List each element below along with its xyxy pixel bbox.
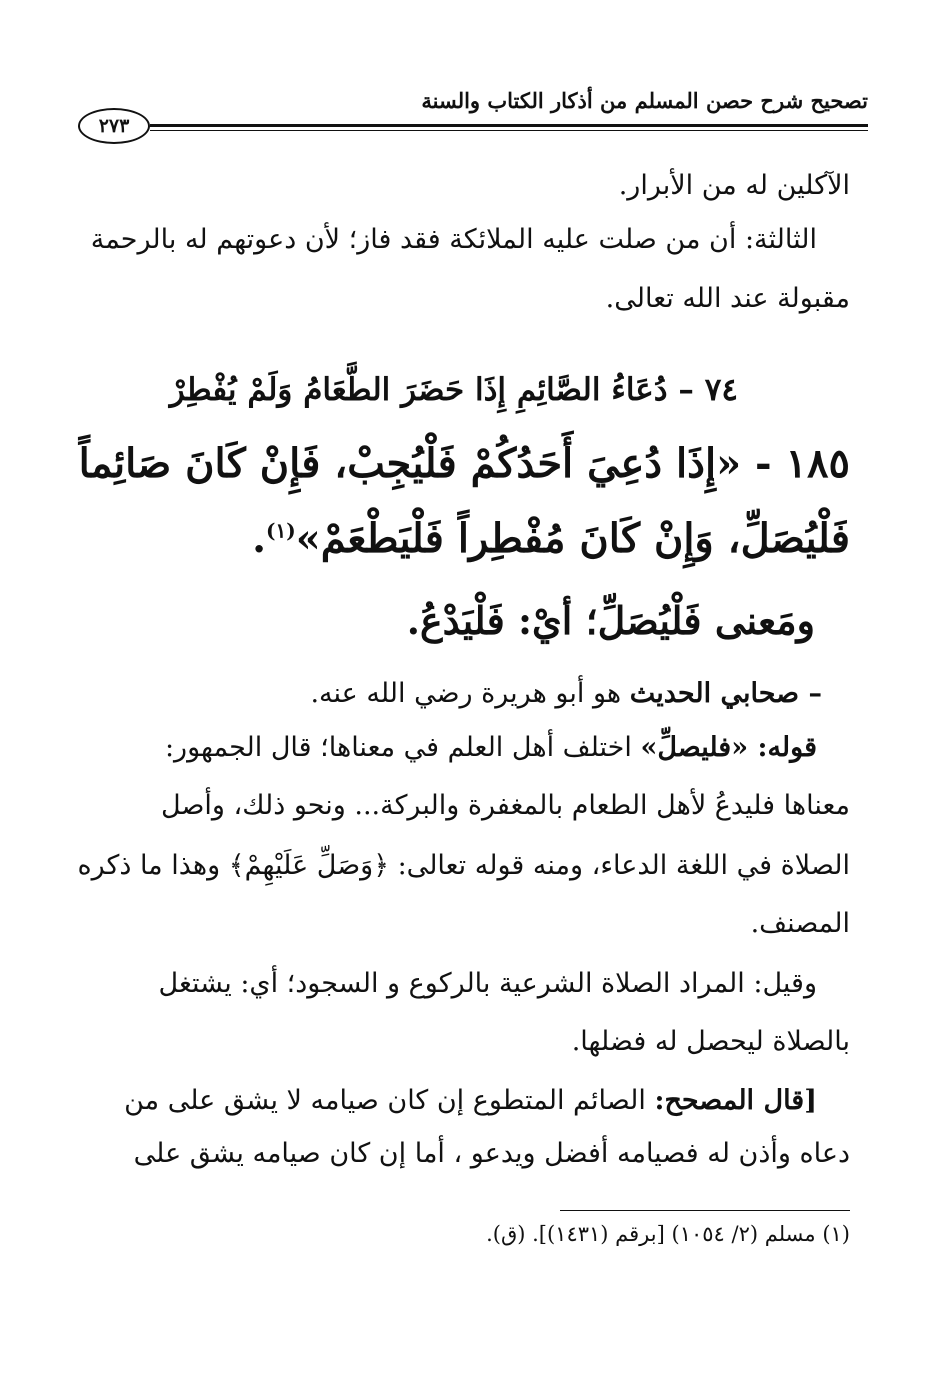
sahabi-text: هو أبو هريرة رضي الله عنه. [310, 678, 630, 709]
header-rule-thick [150, 124, 868, 127]
sahabi-line [82, 678, 822, 710]
hadith-line-2-text: فَلْيُصَلِّ، وَإِنْ كَانَ مُفْطِراً فَلْيَطْعَمْ» [295, 515, 850, 562]
p1-text: اختلف أهل العلم في معناها؛ قال الجمهور: [164, 732, 641, 763]
p7-label: [قال المصحح: [654, 1085, 817, 1116]
footnote: (١) مسلم (٢/ ١٠٥٤) [برقم (١٤٣١)]. (ق). [486, 1222, 850, 1246]
running-header-title: تصحيح شرح حصن المسلم من أذكار الكتاب والسنة [421, 88, 868, 113]
text-line-p8: دعاه وأذن له فصيامه أفضل ويدعو ، أما إن كان صيامه يشق على [133, 1138, 850, 1169]
text-line-p7 [82, 1085, 817, 1117]
text-line-3: مقبولة عند الله تعالى. [605, 283, 850, 314]
text-line-p4: المصنف. [750, 908, 850, 939]
sahabi-label: – صحابي الحديث [629, 678, 822, 709]
page-number-badge [78, 108, 150, 144]
text-line-p1 [82, 732, 817, 764]
page-number: ٢٧٣ [98, 115, 130, 137]
text-line-1: الآكلين له من الأبرار. [618, 170, 850, 201]
text-line-2: الثالثة: أن من صلت عليه الملائكة فقد فاز؛ لأن دعوتهم له بالرحمة [90, 224, 817, 255]
hadith-line-2: فَلْيُصَلِّ، وَإِنْ كَانَ مُفْطِراً فَلْيَطْعَمْ»$^{(١)}$. [252, 515, 850, 562]
footnote-separator [560, 1210, 850, 1211]
text-line-p2: معناها فليدعُ لأهل الطعام بالمغفرة والبركة... ونحو ذلك، وأصل [161, 790, 850, 821]
hadith-line-1: ١٨٥ - «إِذَا دُعِيَ أَحَدُكُمْ فَلْيُجِبْ، فَإِنْ كَانَ صَائِماً [78, 440, 850, 487]
header-rule-thin [150, 130, 868, 131]
p1-label: قوله: «فليصلِّ» [640, 732, 817, 763]
text-line-p3: الصلاة في اللغة الدعاء، ومنه قوله تعالى: ﴿وَصَلِّ عَلَيْهِمْ﴾ وهذا ما ذكره [77, 850, 850, 881]
section-title: ٧٤ – دُعَاءُ الصَّائِمِ إِذَا حَضَرَ الطَّعَامُ وَلَمْ يُفْطِرْ [169, 372, 738, 408]
text-line-p5: وقيل: المراد الصلاة الشرعية بالركوع و السجود؛ أي: يشتغل [158, 968, 817, 999]
meaning-line: ومَعنى فَلْيُصَلِّ؛ أيْ: فَلْيَدْعُ. [406, 598, 815, 643]
text-line-p6: بالصلاة ليحصل له فضلها. [571, 1026, 850, 1057]
p7-text: الصائم المتطوع إن كان صيامه لا يشق على من [124, 1085, 655, 1116]
footnote-marker: (١) [266, 518, 296, 543]
